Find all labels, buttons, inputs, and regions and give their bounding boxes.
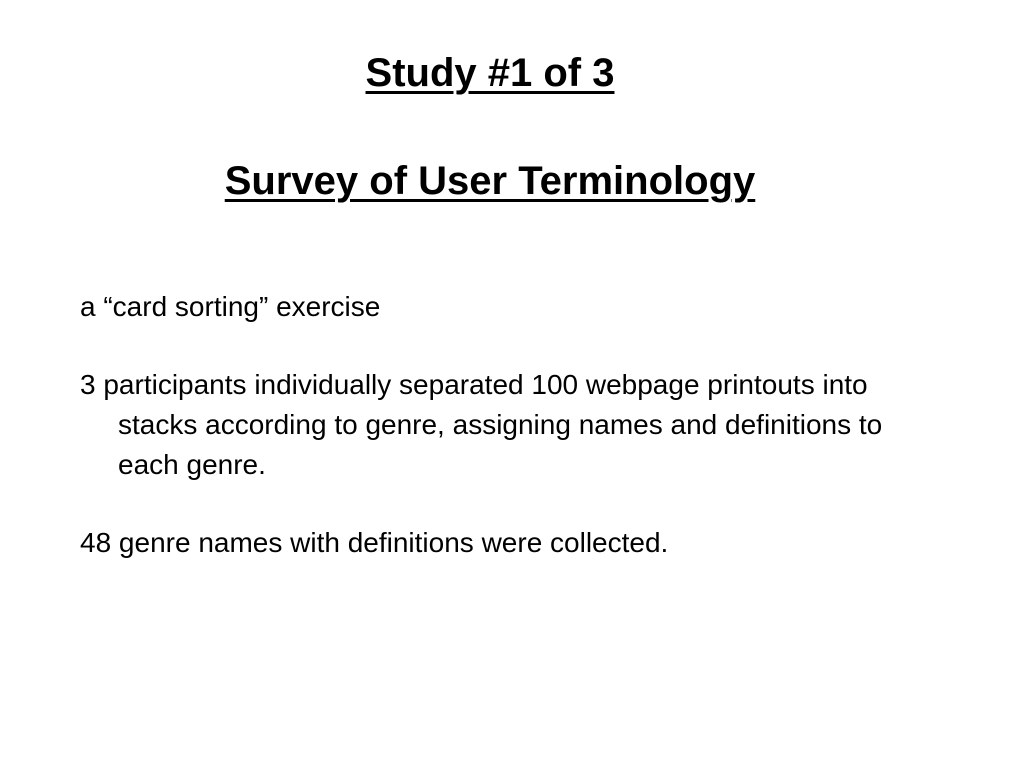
slide-subtitle-text: Survey of User Terminology <box>224 159 756 203</box>
slide-title-text: Study #1 of 3 <box>365 51 615 95</box>
slide-subtitle <box>0 158 980 204</box>
bullet-list <box>80 287 940 563</box>
bullet-point-participants: 3 participants individually separated 100 webpage printouts into stacks according to genre, assigning names and definitions to each genre. <box>80 369 883 480</box>
bullet-point-card-sorting: a “card sorting” exercise <box>80 291 381 322</box>
bullet-point-genre-names: 48 genre names with definitions were collected. <box>80 527 669 558</box>
slide-title <box>0 50 980 96</box>
